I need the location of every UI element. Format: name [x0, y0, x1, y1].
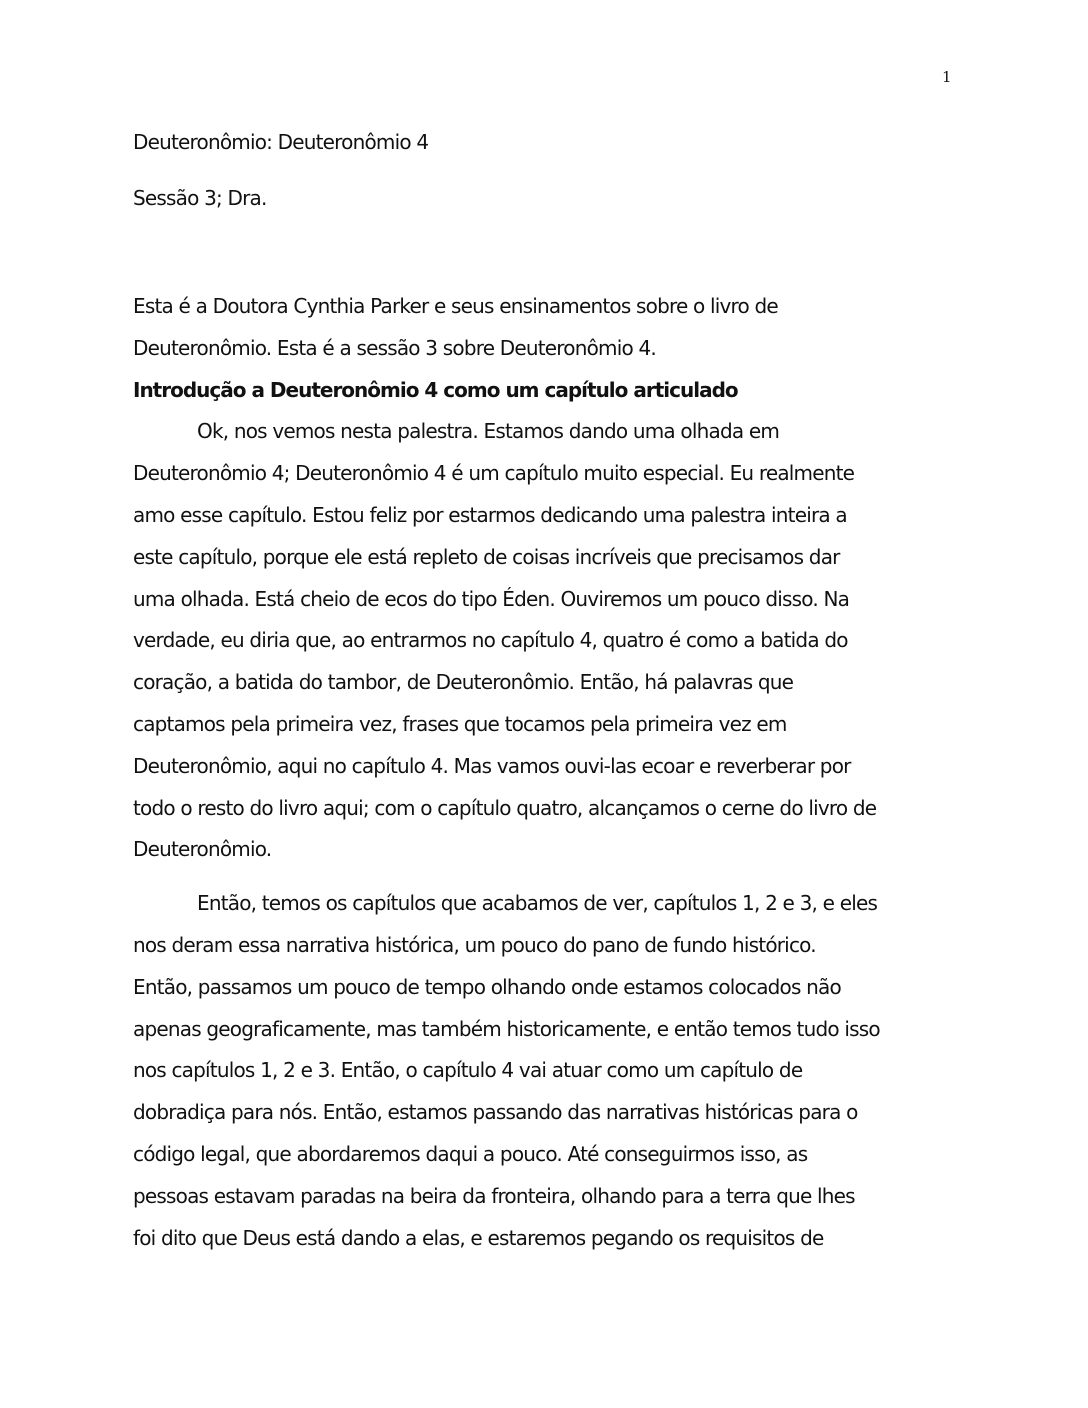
paragraph-line: Deuteronômio. — [133, 837, 272, 862]
paragraph-line: dobradiça para nós. Então, estamos passando das narrativas históricas para o — [133, 1100, 858, 1125]
section-heading: Introdução a Deuteronômio 4 como um capítulo articulado — [133, 377, 738, 402]
paragraph-line: foi dito que Deus está dando a elas, e estaremos pegando os requisitos de — [133, 1225, 824, 1250]
paragraph-line: captamos pela primeira vez, frases que tocamos pela primeira vez em — [133, 711, 787, 736]
intro-paragraph — [133, 286, 963, 370]
paragraph-2 — [133, 883, 963, 1259]
paragraph-line: Deuteronômio 4; Deuteronômio 4 é um capítulo muito especial. Eu realmente — [133, 461, 855, 486]
paragraph-line: todo o resto do livro aqui; com o capítulo quatro, alcançamos o cerne do livro de — [133, 795, 877, 820]
session-line: Sessão 3; Dra. — [133, 186, 267, 210]
paragraph-spacer — [133, 871, 963, 883]
paragraph-line: Deuteronômio, aqui no capítulo 4. Mas vamos ouvi-las ecoar e reverberar por — [133, 753, 851, 778]
intro-line: Deuteronômio. Esta é a sessão 3 sobre Deuteronômio 4. — [133, 335, 656, 360]
paragraph-line: Então, passamos um pouco de tempo olhando onde estamos colocados não — [133, 974, 841, 999]
paragraph-line: coração, a batida do tambor, de Deuteronômio. Então, há palavras que — [133, 670, 794, 695]
paragraph-line: apenas geograficamente, mas também historicamente, e então temos tudo isso — [133, 1016, 880, 1041]
paragraph-line: Ok, nos vemos nesta palestra. Estamos dando uma olhada em — [197, 419, 780, 444]
paragraph-line: código legal, que abordaremos daqui a pouco. Até conseguirmos isso, as — [133, 1141, 808, 1166]
paragraph-line: nos deram essa narrativa histórica, um pouco do pano de fundo histórico. — [133, 932, 816, 957]
paragraph-line: este capítulo, porque ele está repleto de coisas incríveis que precisamos dar — [133, 544, 840, 569]
paragraph-line: amo esse capítulo. Estou feliz por estarmos dedicando uma palestra inteira a — [133, 502, 847, 527]
intro-line: Esta é a Doutora Cynthia Parker e seus ensinamentos sobre o livro de — [133, 294, 778, 318]
paragraph-line: Então, temos os capítulos que acabamos de ver, capítulos 1, 2 e 3, e eles — [197, 891, 878, 916]
document-body — [133, 124, 963, 1259]
paragraph-line: pessoas estavam paradas na beira da fronteira, olhando para a terra que lhes — [133, 1183, 855, 1208]
paragraph-line: nos capítulos 1, 2 e 3. Então, o capítulo 4 vai atuar como um capítulo de — [133, 1058, 803, 1083]
document-title: Deuteronômio: Deuteronômio 4 — [133, 130, 429, 154]
page-number: 1 — [942, 68, 952, 86]
paragraph-line: verdade, eu diria que, ao entrarmos no capítulo 4, quatro é como a batida do — [133, 628, 848, 653]
paragraph-line: uma olhada. Está cheio de ecos do tipo Éden. Ouviremos um pouco disso. Na — [133, 586, 850, 611]
paragraph-1 — [133, 411, 963, 871]
